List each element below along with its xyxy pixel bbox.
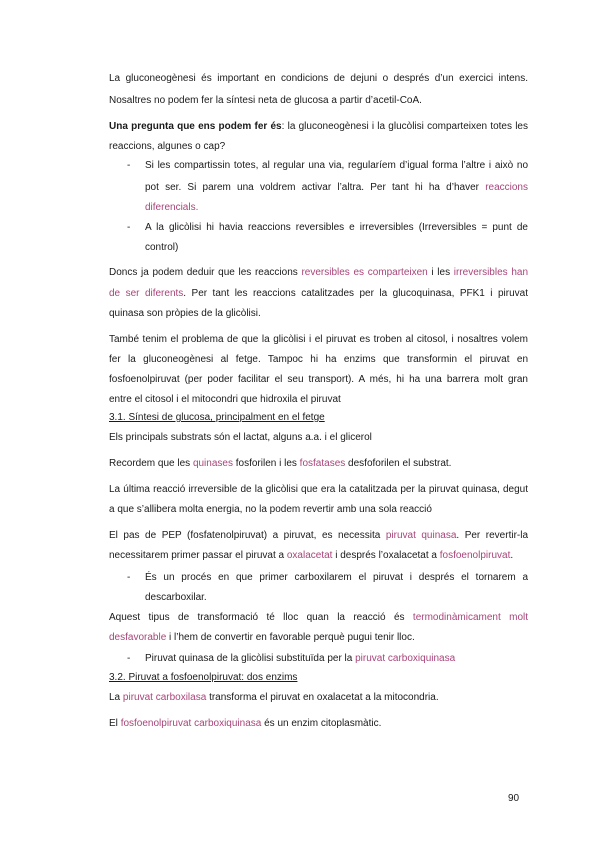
question-line-2: reaccions, algunes o cap? bbox=[109, 141, 226, 152]
section-heading-3-2: 3.2. Piruvat a fosfoenolpiruvat: dos enzims bbox=[109, 672, 298, 683]
highlight-reversibles: reversibles es comparteixen bbox=[301, 267, 428, 278]
question-rest: : la gluconeogènesi i la glucòlisi comparteixen totes les bbox=[281, 121, 528, 132]
transform-line-2 bbox=[109, 631, 528, 644]
problem-line-2: fer la gluconeogènesi al fetge. Tampoc hi ha enzims que transformin el piruvat en bbox=[109, 354, 528, 365]
highlight-quinases: quinases bbox=[192, 458, 233, 469]
bullet-dash-3: - bbox=[127, 572, 131, 583]
pep-text-e: . bbox=[510, 550, 514, 561]
pep-text-b: . Per revertir-la bbox=[456, 530, 528, 541]
bullet-2-line-1: A la glicòlisi hi havia reaccions reversibles e irreversibles (Irreversibles = punt de bbox=[145, 222, 528, 233]
bullet-4-line bbox=[145, 652, 528, 665]
bullet-1-line-1: Si les compartissin totes, al regular una via, regularíem d’igual forma l’altre i això no bbox=[145, 160, 528, 171]
deduce-line-3: quinasa son pròpies de la glicòlisi. bbox=[109, 308, 261, 319]
carboxilasa-line bbox=[109, 691, 528, 704]
highlight-diferents: de ser diferents bbox=[109, 288, 184, 299]
problem-line-4: entre el citosol i el mitocondri que hidroxila el piruvat bbox=[109, 394, 341, 405]
pep-line-1 bbox=[109, 529, 528, 542]
problem-line-3: fosfoenolpiruvat (per poder facilitar el seu transport). A més, hi ha una barrera molt gran bbox=[109, 374, 528, 385]
bullet-1-line-2 bbox=[145, 181, 528, 194]
deduce-line-1 bbox=[109, 266, 528, 279]
carboxilasa-text-b: transforma el piruvat en oxalacetat a la mitocondria. bbox=[209, 692, 439, 703]
pep-text-a: El pas de PEP (fosfatenolpiruvat) a piruvat, es necessita bbox=[109, 530, 381, 541]
recall-text-a: Recordem que les bbox=[109, 458, 191, 469]
bullet-3-line-2: descarboxilar. bbox=[145, 592, 207, 603]
transform-text-b: i l’hem de convertir en favorable perquè pugui tenir lloc. bbox=[169, 632, 415, 643]
bullet-dash-4: - bbox=[127, 653, 131, 664]
carboxilasa-text-a: La bbox=[109, 692, 121, 703]
highlight-fosfoenolpiruvat: fosfoenolpiruvat bbox=[439, 550, 511, 561]
transform-text-a: Aquest tipus de transformació té lloc quan la reacció és bbox=[109, 612, 405, 623]
recall-text-b: fosforilen i les bbox=[235, 458, 297, 469]
pepck-line bbox=[109, 717, 528, 730]
highlight-desfavorable: desfavorable bbox=[109, 632, 167, 643]
bullet-4-text: Piruvat quinasa de la glicòlisi substituïda per la bbox=[145, 653, 353, 664]
question-line-1 bbox=[109, 120, 528, 133]
deduce-text-b: i les bbox=[431, 267, 451, 278]
highlight-piruvat-carboxiquinasa: piruvat carboxiquinasa bbox=[355, 653, 456, 664]
section-heading-3-1: 3.1. Síntesi de glucosa, principalment en el fetge bbox=[109, 412, 325, 423]
recall-text-c: desfoforilen el substrat. bbox=[348, 458, 452, 469]
highlight-termodinamicament: termodinàmicament molt bbox=[412, 612, 528, 623]
bullet-dash-2: - bbox=[127, 222, 131, 233]
bullet-1-text: pot ser. Si parem una voldrem activar l’altra. Per tant hi ha d’haver bbox=[145, 182, 479, 193]
problem-line-1: També tenim el problema de que la glicòlisi i el piruvat es troben al citosol, i nosaltres volem bbox=[109, 334, 528, 345]
transform-line-1 bbox=[109, 611, 528, 624]
last-reaction-line-2: a que s’allibera molta energia, no la podem revertir amb una sola reacció bbox=[109, 504, 432, 515]
highlight-piruvat-carboxilasa: piruvat carboxilasa bbox=[122, 692, 207, 703]
highlight-fosfatases: fosfatases bbox=[299, 458, 346, 469]
highlight-piruvat-quinasa: piruvat quinasa bbox=[385, 530, 457, 541]
highlight-oxalacetat: oxalacetat bbox=[286, 550, 333, 561]
pepck-text-a: El bbox=[109, 718, 118, 729]
deduce-line-2 bbox=[109, 287, 528, 300]
bullet-1-line-3: diferencials. bbox=[145, 202, 199, 213]
pepck-text-b: és un enzim citoplasmàtic. bbox=[264, 718, 382, 729]
substrates-line: Els principals substrats són el lactat, alguns a.a. i el glicerol bbox=[109, 432, 372, 443]
intro-line-2: Nosaltres no podem fer la síntesi neta de glucosa a partir d’acetil-CoA. bbox=[109, 95, 422, 106]
highlight-reaccions: reaccions bbox=[485, 182, 528, 193]
question-bold: Una pregunta que ens podem fer és bbox=[109, 121, 282, 132]
pep-line-2 bbox=[109, 549, 528, 562]
pep-text-d: i després l’oxalacetat a bbox=[335, 550, 437, 561]
deduce-text-a: Doncs ja podem deduir que les reaccions bbox=[109, 267, 298, 278]
bullet-dash-1: - bbox=[127, 160, 131, 171]
bullet-3-line-1: És un procés en que primer carboxilarem el piruvat i després el tornarem a bbox=[145, 572, 528, 583]
page-number: 90 bbox=[508, 793, 520, 804]
highlight-fosfoenolpiruvat-carboxiquinasa: fosfoenolpiruvat carboxiquinasa bbox=[120, 718, 262, 729]
last-reaction-line-1: La última reacció irreversible de la glicòlisi que era la catalitzada per la piruvat quinasa, degut bbox=[109, 484, 528, 495]
intro-line-1: La gluconeogènesi és important en condicions de dejuni o després d’un exercici intens. bbox=[109, 73, 528, 84]
deduce-text-c: . Per tant les reaccions catalitzades per la glucoquinasa, PFK1 i piruvat bbox=[183, 288, 528, 299]
highlight-irreversibles: irreversibles han bbox=[453, 267, 528, 278]
pep-text-c: necessitarem primer passar el piruvat a bbox=[109, 550, 285, 561]
recall-line bbox=[109, 457, 528, 470]
bullet-2-line-2: control) bbox=[145, 242, 179, 253]
